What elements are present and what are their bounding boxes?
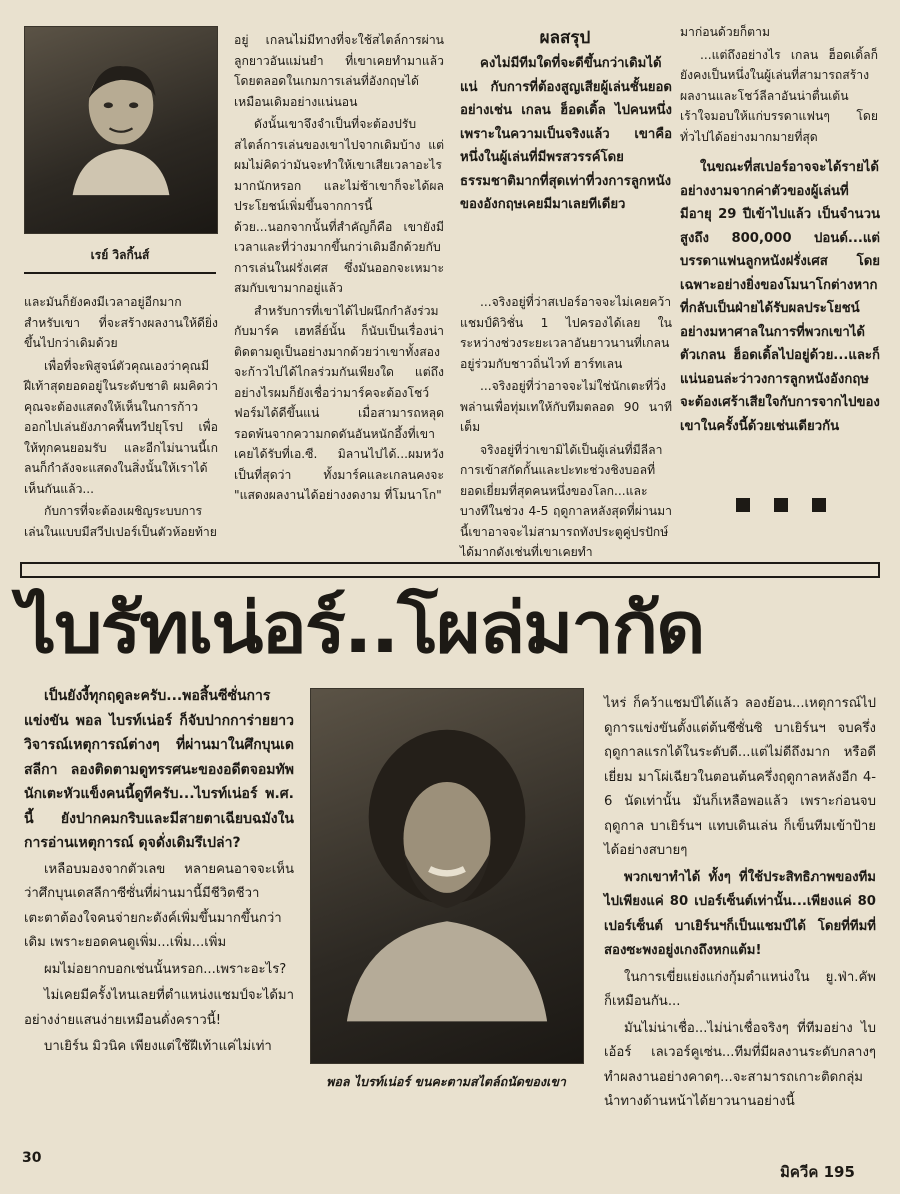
paragraph: เหลือบมองจากตัวเลข หลายคนอาจจะเห็นว่าศึกบุนเดสลีกาซีซั่นที่ผ่านมานี้มีชีวิตชีวา เตะตาต้องใจคนจ่ายกะตังค์เพิ่มขึ้นมากขึ้นกว่าเดิม เพราะยอดคนดูเพิ่ม...เพิ่ม...เพิ่ม: [24, 861, 294, 950]
paragraph: ผมไม่อยากบอกเช่นนั้นหรอก...เพราะอะไร?: [44, 961, 287, 977]
paragraph: ในการเขี่ยแย่งแก่งกุ้มตำแหน่งใน ยู.ฟ่า.คัพ ก็เหมือนกัน...: [604, 969, 876, 1009]
paragraph: มาก่อนด้วยก็ตาม: [680, 25, 770, 39]
paragraph-bold: คงไม่มีทีมใดที่จะดีขึ้นกว่าเดิมได้แน่ กับการที่ต้องสูญเสียผู้เล่นชั้นยอดอย่างเช่น เกลน ฮ็อดเดิ้ล ไปคนหนึ่ง เพราะในความเป็นจริงแล้ว เขาคือหนึ่งในผู้เล่นที่มีพรสวรรค์โดยธรรมชาติมากที่สุดเท่าที่วงการลูกหนังของอังกฤษเคยมีมาเลยทีเดียว: [460, 56, 672, 212]
paragraph: อยู่ เกลนไม่มีทางที่จะใช้สไตล์การผ่านลูกยาวอันแม่นยำ ที่เขาเคยทำมาแล้วโดยตลอดในเกมการเล่นที่อังกฤษได้เหมือนเดิมอย่างแน่นอน: [234, 33, 444, 109]
paragraph: ...แต่ถึงอย่างไร เกลน ฮ็อดเดิ้ลก็ยังคงเป็นหนึ่งในผู้เล่นที่สามารถสร้างผลงานและโชว์ลีลาอันน่าตื่นเต้นเร้าใจมอบให้แก่บรรดาแฟนๆ โดยทั่วไปได้อย่างมากมายที่สุด: [680, 47, 878, 144]
top-column-4: [680, 22, 878, 149]
photo-caption-wilkins: เรย์ วิลกิ้นส์: [90, 248, 150, 262]
paragraph: ไหร่ ก็คว้าแชมป์ได้แล้ว ลองย้อน...เหตุการณ์ไปดูการแข่งขันตั้งแต่ต้นซีซั่นซิ บาเยิร์นฯ จบครึ่งฤดูกาลแรกได้ในระดับดี...แต่ไม่ดีถึงมาก หรือดีเยี่ยม มาโผ่เฉียวในตอนต้นครึ่งฤดูกาลหลังอีก 4-6 นัดเท่านั้น มันก็เหลือพอแล้ว เพราะก่อนจบฤดูกาล บาเยิร์นฯ แทบเดินเล่น ก็เข็นทีมเข้าป้ายได้อย่างสบายๆ: [604, 696, 876, 858]
magazine-name: มิควีค 195: [780, 1163, 855, 1181]
paragraph: สำหรับการที่เขาได้ไปผนึกกำลังร่วมกับมาร์ค เฮทลี่ย์นั้น ก็นับเป็นเรื่องน่าติดตามดูเป็นอย่างมากด้วยว่าเขาทั้งสองจะก้าวไปได้ไกลร่วมกันเพียงใด แต่ถึงอย่างไรผมก็ยังเชื่อว่ามาร์คจะต้องโชว์ฟอร์มได้ดีขึ้นแน่ เมื่อสามารถหลุดรอดพ้นจากความกดดันอันหนักอึ้งที่เขาเคยได้รับที่เอ.ซี. มิลานไปได้...ผมหวังเป็นที่สุดว่า ทั้งมาร์คและเกลนคงจะ "แสดงผลงานได้อย่างงดงาม ที่โมนาโก": [234, 303, 444, 502]
top-column-4-bold: [680, 156, 880, 440]
caption-divider: [24, 272, 216, 274]
top-column-3-bold: [460, 52, 672, 219]
paragraph: ดังนั้นเขาจึงจำเป็นที่จะต้องปรับสไตล์การเล่นของเขาไปจากเดิมบ้าง แต่ผมไม่คิดว่ามันจะทำให้เขาเสียเวลาอะไรมากนักหรอก และไม่ช้าเขาก็จะได้ผลประโยชน์เพิ่มขึ้นจากการนี้ด้วย...นอกจากนั้นที่สำคัญก็คือ เขายังมีเวลาและที่ว่างมากขึ้นกว่าเดิมอีกด้วยกับการเล่นในฝรั่งเศส ซึ่งมันออกจะเหมาะสมกับเขามากอยู่แล้ว: [234, 117, 444, 295]
bottom-column-3: [604, 692, 876, 1117]
paragraph: บาเยิร์น มิวนิค เพียงแต่ใช้ฝีเท้าแค่ไม่เท่า: [44, 1039, 272, 1054]
bottom-column-1: [24, 684, 294, 1062]
end-mark-square: [812, 498, 826, 512]
end-mark-square: [774, 498, 788, 512]
portrait-icon: [63, 54, 178, 198]
top-column-3: [460, 292, 672, 565]
paragraph: กับการที่จะต้องเผชิญระบบการเล่นในแบบมีสวีปเปอร์เป็นตัวห้อยท้าย: [24, 504, 217, 539]
section-heading-summary: ผลสรุป: [539, 28, 591, 48]
paragraph: เพื่อที่จะพิสูจน์ตัวคุณเองว่าคุณมีฝีเท้าสุดยอดอยู่ในระดับชาติ ผมคิดว่าคุณจะต้องแสดงให้เห็นในการก้าวออกไปเล่นยังภาคพื้นทวีปยุโรป เพื่อให้ทุกคนยอมรับ และอีกไม่นานนี้เกลนก็กำลังจะแสดงในสิ่งนั้นให้เราได้เห็นกันแล้ว...: [24, 358, 218, 496]
article-headline: ไบรัทเน่อร์..โผล่มากัด: [18, 587, 704, 669]
paragraph: ...จริงอยู่ที่ว่าสเปอร์อาจจะไม่เคยคว้าแชมป์ดิวิชั่น 1 ไปครองได้เลย ในระหว่างช่วงระยะเวลาอันยาวนานที่เกลนอยู่ร่วมกับชาวถิ่นไวท์ ฮาร์ทเลน: [460, 295, 672, 371]
section-divider-box: [20, 562, 880, 578]
end-mark-square: [736, 498, 750, 512]
paragraph: มันไม่น่าเชื่อ...ไม่น่าเชื่อจริงๆ ที่ทีมอย่าง ไบเอ้อร์ เลเวอร์คูเซ่น...ทีมที่มีผลงานระดับกลางๆ ทำผลงานอย่างคาดๆ...จะสามารถเกาะติดกลุ่มนำทางด้านหน้าได้ยาวนานอย่างนี้: [604, 1020, 876, 1109]
portrait-icon: [338, 708, 556, 1030]
paragraph: จริงอยู่ที่ว่าเขามิได้เป็นผู้เล่นที่มีลีลาการเข้าสกัดกั้นและปะทะช่วงชิงบอลที่ยอดเยี่ยมที่สุดคนหนึ่งของโลก...และบางทีในช่วง 4-5 ฤดูกาลหลังสุดที่ผ่านมานี้เขาอาจจะไม่สามารถทังประตูคู่ปรปักษ์ได้มากดังเช่นที่เขาเคยทำ: [460, 442, 672, 559]
paragraph: ไม่เคยมีครั้งไหนเลยที่ตำแหน่งแชมป์จะได้มาอย่างง่ายแสนง่ายเหมือนดั่งคราวนี้!: [24, 988, 295, 1028]
paragraph: ...จริงอยู่ที่ว่าอาจจะไม่ใช่นักเตะที่วิ่งพล่านเพื่อทุ่มเทให้กับทีมตลอด 90 นาทีเต็ม: [460, 379, 672, 434]
top-column-2: [234, 30, 444, 508]
photo-paul-breitner: [310, 688, 584, 1064]
photo-ray-wilkins: [24, 26, 218, 234]
photo-caption-breitner: พอล ไบรท์เน่อร์ ขนคะตามสไตล์ถนัดของเขา: [326, 1074, 566, 1089]
paragraph: พวกเขาทำได้ ทั้งๆ ที่ใช้ประสิทธิภาพของทีมไปเพียงแค่ 80 เปอร์เซ็นต์เท่านั้น...เพียงแค่ 80 เปอร์เซ็นต์ บาเยิร์นฯก็เป็นแชมป์ได้ โดยที่ทีมที่สองซะพงอยู่งเกงถึงหกแต้ม!: [604, 869, 876, 958]
top-column-1: [24, 292, 218, 544]
paragraph: และมันก็ยังคงมีเวลาอยู่อีกมากสำหรับเขา ที่จะสร้างผลงานให้ดียิ่งขึ้นไปกว่าเดิมด้วย: [24, 295, 218, 350]
page-number: 30: [22, 1150, 42, 1166]
paragraph: เป็นยังงี้ทุกฤดูละครับ...พอสิ้นซีซั่นการแข่งขัน พอล ไบรท์เน่อร์ ก็จับปากการ่ายยาววิจารณ์เหตุการณ์ต่างๆ ที่ผ่านมาในศึกบุนเดสลีกา ลองติดตามดูทรรศนะของอดีตจอมทัพ นักเตะหัวแข็งคนนี้ดูทีครับ...ไบรท์เน่อร์ พ.ศ. นี้ ยังปากคมกริบและมีสายตาเฉียบฉมังในการอ่านเหตุการณ์ ดุจดั่งเดิมรึเปล่า?: [24, 688, 294, 851]
paragraph-bold: ในขณะที่สเปอร์อาจจะได้รายได้อย่างงามจากค่าตัวของผู้เล่นที่มีอายุ 29 ปีเข้าไปแล้ว เป็นจำนวนสูงถึง 800,000 ปอนด์...แต่บรรดาแฟนลูกหนังฝรั่งเศส โดยเฉพาะอย่างยิ่งของโมนาโกต่างหากที่กลับเป็นฝ่ายได้รับผลประโยชน์อย่างมหาศาลในการที่พวกเขาได้ตัวเกลน ฮ็อดเดิ้ลไปอยู่ด้วย...และก็แน่นอนล่ะว่าวงการลูกหนังอังกฤษจะต้องเศร้าเสียใจกับการจากไปของเขาในครั้งนี้ด้วยเช่นเดียวกัน: [680, 160, 880, 434]
